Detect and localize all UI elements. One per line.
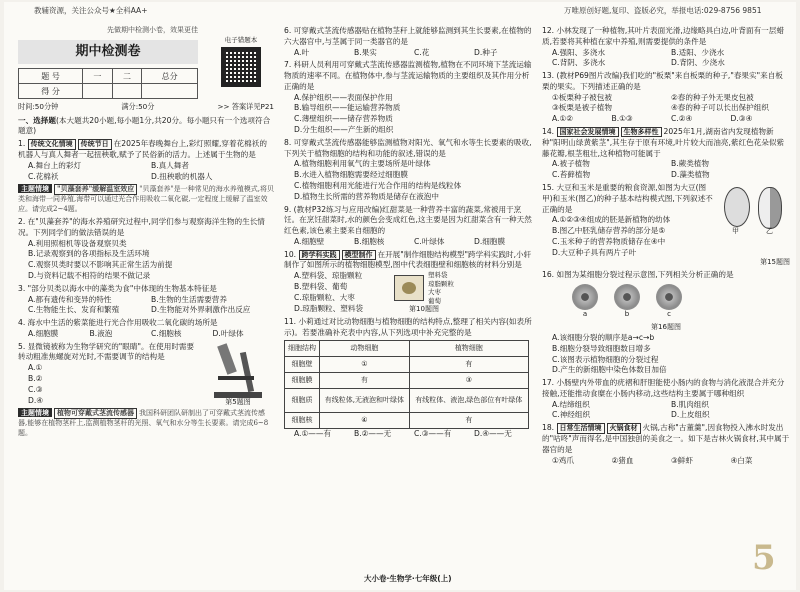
- option[interactable]: D.分生组织——产生新的组织: [294, 125, 394, 135]
- table-header: 动物细胞: [320, 341, 410, 357]
- comparison-table: 细胞结构 动物细胞 植物细胞 细胞壁 ① 有 细胞膜 有 ③ 细胞质 有线粒体,无液泡和叶绿体 有线粒体、液泡,绿色部位有叶绿体 细胞核 ④ 有: [284, 340, 529, 429]
- option[interactable]: A.都有遗传和变异的特性: [28, 294, 112, 304]
- header-right-text: 万唯原创好题,复印、盗版必究，举报电话:029-8756 9851: [564, 6, 762, 15]
- header-left-text: 教辅资源，关注公众号★全科AA+: [34, 6, 148, 15]
- option[interactable]: C.细胞核: [151, 328, 182, 338]
- question-1: 1. 传统文化情境 传统节日 在2025年春晚舞台上,彩灯照耀,穿着花棉袄的机器人与真人舞者一起扭秧歌,赋予了民俗新的活力。上述属于生物的是 A.舞台上的彩灯 B.真人舞者 C.花棉袄 D.扭秧歌的机器人: [18, 139, 274, 182]
- option[interactable]: B.液泡: [89, 328, 113, 338]
- option[interactable]: C.③——有: [414, 429, 452, 439]
- page-footer: 大小卷·生物学·七年级(上): [364, 574, 452, 583]
- exam-banner: 先做期中检测小卷，效果更佳: [107, 26, 198, 34]
- option[interactable]: B.①③: [611, 114, 633, 124]
- cell-model-figure: [394, 271, 454, 315]
- question-13: 13. (教材P69图片改编)我们吃的"板栗"来自板栗的种子,"春果实"来自板栗的果实。下列描述正确的是 ①板栗种子被包被 ②春的种子外无果皮包被 ③板栗是被子植物 ④春的种子可以长出保护组织 A.①② B.①③ C.②④ D.③④: [542, 71, 790, 125]
- option[interactable]: D.④: [28, 395, 44, 405]
- cell-model-icon: [394, 275, 424, 301]
- figure-caption: 第15题图: [760, 258, 790, 267]
- option[interactable]: B.输导组织——能运输营养物质: [294, 103, 401, 113]
- question-12: 12. 小林发现了一种植物,其叶片表面光滑,边缘略具白边,叶背面有一层蜡质,若要将其种植在家中养殖,则需要提供的条件是 A.强阳、多浇水 B.适阳、少浇水 C.背阴、多浇水 D.背阴、少浇水: [542, 26, 790, 69]
- time-label: 时间:50分钟: [18, 102, 59, 112]
- question-14: 14. 国家社会发展情境 生物多样性 2025年1月,湖南省内发现植物新种"阳明山绿黄紫茎",其生存于原有环境,叶片较大而油亮,紫红色花朵似紫藤花瓣,根茎粗壮,这种植物可能属于 A.被子植物 B.蕨类植物 C.苔藓植物 D.藻类植物: [542, 127, 790, 181]
- question-17: 17. 小肠壁内外带血的疣褶和肝胆能使小肠内的食物与消化液混合并充分接触,还能推动食糜在小肠内移动,这些结构主要属于哪种组织 A.结缔组织 B.肌肉组织 C.神经组织 D.上皮组织: [542, 378, 790, 421]
- option[interactable]: D.扭秧歌的机器人: [151, 171, 213, 181]
- question-2: 2. 在"贝藻套养"的海水养殖研究过程中,同学们参与观察海洋生物的生长情况。下列同学们的做法错误的是 A.利用照相机等设备观察贝类 B.记录观察到的各项指标及生活环境 C.观察贝类时要以不影响其正常生活为前提 D.与资料记载不相符的结果不做记录: [18, 217, 274, 282]
- option[interactable]: C.该图表示植物细胞的分裂过程: [552, 354, 659, 364]
- seed-figure: 甲 乙: [720, 183, 790, 239]
- option[interactable]: D.大豆种子具有两片子叶: [552, 247, 637, 257]
- option[interactable]: C.③: [28, 384, 43, 394]
- option[interactable]: B.果实: [354, 47, 377, 57]
- option[interactable]: C.玉米种子的营养物质储存在④中: [552, 236, 666, 246]
- option[interactable]: B.②: [28, 374, 43, 384]
- option[interactable]: C.琼脂颗粒、大枣: [294, 292, 355, 302]
- option[interactable]: B.生物的生活需要营养: [151, 294, 227, 304]
- option[interactable]: B.记录观察到的各项指标及生活环境: [28, 249, 150, 259]
- option[interactable]: A.①②③④组成的胚是新植物的幼体: [552, 215, 671, 225]
- option[interactable]: B.适阳、少浇水: [671, 47, 725, 57]
- option[interactable]: A.结缔组织: [552, 399, 590, 409]
- option[interactable]: C.花: [414, 47, 430, 57]
- option[interactable]: A.叶: [294, 47, 310, 57]
- column-2: [284, 26, 534, 442]
- option[interactable]: A.利用照相机等设备观察贝类: [28, 238, 127, 248]
- option[interactable]: C.生物能生长、发育和繁殖: [28, 305, 120, 315]
- score-cell: 总分: [142, 69, 198, 84]
- score-cell: 题 号: [19, 69, 83, 84]
- figure-caption: 第5题图: [225, 397, 251, 406]
- qr-code-icon[interactable]: [221, 47, 261, 87]
- score-cell: 得 分: [19, 84, 83, 99]
- figure-caption: 第16题图: [651, 323, 681, 332]
- cell-division-figure: a b c: [542, 284, 790, 320]
- microscope-figure: [202, 342, 274, 408]
- score-table: [18, 68, 198, 99]
- option[interactable]: C.观察贝类时要以不影响其正常生活为前提: [28, 260, 173, 270]
- option[interactable]: D.叶绿体: [212, 328, 244, 338]
- question-6: 6. 可穿戴式茎流传感器贴在植物茎秆上就能够监测到其生长要素,在植物的六大器官中,与茎属于同一类器官的是 A.叶 B.果实 C.花 D.种子: [284, 26, 534, 58]
- option[interactable]: D.植物生长所需的营养物质是储存在液泡中: [294, 191, 439, 201]
- table-header: 细胞结构: [285, 341, 320, 357]
- option[interactable]: B.真人舞者: [151, 160, 189, 170]
- option[interactable]: B.肌肉组织: [671, 399, 709, 409]
- option[interactable]: C.植物细胞利用光能进行光合作用的结构是线粒体: [294, 180, 462, 190]
- q1-tag-topic: 传统节日: [78, 139, 112, 149]
- qr-label: 电子错题本: [224, 36, 258, 44]
- option[interactable]: A.①: [28, 363, 43, 373]
- cell-icon: [656, 284, 682, 310]
- option[interactable]: B.②——无: [354, 429, 392, 439]
- option[interactable]: ①鸡爪: [552, 455, 574, 465]
- column-1: [18, 26, 274, 441]
- exam-meta: [18, 102, 274, 112]
- question-8: 8. 可穿戴式茎流传感器能够监测植物对阳光、氧气和水等生长要素的吸收,下列关于植物细胞的结构和功能的叙述,错误的是 A.植物细胞利用氧气的主要场所是叶绿体 B.水进入植物细胞需要经过细胞膜 C.植物细胞利用光能进行光合作用的结构是线粒体 D.植物生长所需的营养物质是储存在液泡中: [284, 138, 534, 203]
- question-4: 4. 海水中生活的紫菜能进行光合作用吸收二氧化碳的场所是 A.细胞膜 B.液泡 C.细胞核 D.叶绿体: [18, 318, 274, 340]
- table-header: 植物细胞: [409, 341, 528, 357]
- option[interactable]: A.细胞膜: [28, 328, 59, 338]
- section-heading: 一、选择题(本大题共20小题,每小题1分,共20分。每小题只有一个选项符合题意): [18, 115, 271, 136]
- question-5: 第5题图 5. 显微镜被称为生物学研究的"眼睛"。在使用时需要转动粗准焦螺旋对光时,不需要调节的结构是 A.① B.② C.③ D.④: [18, 342, 274, 407]
- option[interactable]: A.强阳、多浇水: [552, 47, 606, 57]
- option[interactable]: ②猪血: [611, 455, 634, 465]
- option[interactable]: D.④——无: [474, 429, 512, 439]
- option[interactable]: A.该细胞分裂的顺序是a→c→b: [552, 333, 655, 342]
- option[interactable]: A.舞台上的彩灯: [28, 160, 82, 170]
- q1-tag-context: 传统文化情境: [28, 139, 76, 149]
- question-15: 甲 乙 15. 大豆和玉米是重要的粮食资源,如图为大豆(图甲)和玉米(图乙)的种子基本结构模式图,下列叙述不正确的是 A.①②③④组成的胚是新植物的幼体 B.图乙中胚乳储存营养的部分是⑤ C.玉米种子的营养物质储存在④中 D.大豆种子具有两片子叶 第15题图: [542, 182, 790, 267]
- score-cell: 二: [112, 69, 142, 84]
- option[interactable]: C.背阴、多浇水: [552, 58, 606, 68]
- option[interactable]: A.塑料袋、琼脂颗粒: [294, 271, 363, 281]
- option[interactable]: ④白菜: [730, 455, 753, 465]
- option[interactable]: A.植物细胞利用氧气的主要场所是叶绿体: [294, 159, 431, 169]
- option[interactable]: D.琼脂颗粒、塑料袋: [294, 303, 364, 313]
- question-3: 3. "部分贝类以海水中的藻类为食"中体现的生物基本特征是 A.都有遗传和变异的特性 B.生物的生活需要营养 C.生物能生长、发育和繁殖 D.生物能对外界刺激作出反应: [18, 284, 274, 316]
- score-label: 满分:50分: [121, 102, 155, 112]
- option[interactable]: A.①②: [552, 114, 574, 124]
- model-labels: 塑料袋 琼脂颗粒 大枣 葡萄: [428, 271, 454, 305]
- cell-icon: [572, 284, 598, 310]
- qr-block: [213, 36, 269, 89]
- exam-title: 期中检测卷: [18, 40, 198, 64]
- score-cell[interactable]: [112, 84, 142, 99]
- option[interactable]: C.神经组织: [552, 410, 591, 420]
- option[interactable]: B.塑料袋、葡萄: [294, 281, 348, 291]
- option[interactable]: D.种子: [474, 47, 498, 57]
- theme-2: 主题情境 植物可穿戴式茎流传感器 我国科研团队研制出了可穿戴式茎流传感器,能够在植物茎秆上,监测植物茎秆的光照、氧气和水分等生长要素。请完成6~8题。: [18, 408, 269, 438]
- option[interactable]: A.①——有: [294, 429, 332, 439]
- option[interactable]: B.细胞核: [354, 236, 385, 246]
- option[interactable]: D.细胞膜: [474, 236, 506, 246]
- question-11: 11. 小莉通过对比动物细胞与植物细胞的结构特点,整理了相关内容(如表所示)。若要准确补充表中内容,从下列选项中补充完整的是 细胞结构 动物细胞 植物细胞 细胞壁 ① 有 细胞膜 有 ③ 细胞质 有线粒体,无液泡和叶绿体 有线粒体、液泡,绿色部位有叶绿体 细胞核 ④ 有 A.①——有 B.②——无 C.③——有 D.④——无: [284, 317, 534, 440]
- score-cell[interactable]: [142, 84, 198, 99]
- question-16: 16. 如图为某细胞分裂过程示意图,下列相关分析正确的是 a b c 第16题图 A.该细胞分裂的顺序是a→c→b B.细胞分裂导致细胞数目增多 C.该图表示植物细胞的分裂过程 D.产生的新细胞中染色体数目加倍: [542, 270, 790, 376]
- option[interactable]: B.细胞分裂导致细胞数目增多: [552, 343, 651, 353]
- theme-1: 主题情境 "贝藻套养"缓解温室效应 "贝藻套养"是一种常见的海水养殖模式,将贝类和海带一同养殖,海带可以通过光合作用吸收二氧化碳,一定程度上缓解了温室效应。请完成2~4题。: [18, 184, 274, 214]
- exam-page: [4, 2, 796, 590]
- score-cell: 一: [83, 69, 113, 84]
- option[interactable]: C.叶绿体: [414, 236, 445, 246]
- option[interactable]: D.上皮组织: [671, 410, 710, 420]
- column-3: [542, 26, 790, 468]
- option[interactable]: C.苔藓植物: [552, 170, 591, 180]
- option[interactable]: D.藻类植物: [671, 170, 710, 180]
- option[interactable]: A.细胞壁: [294, 236, 325, 246]
- option[interactable]: B.蕨类植物: [671, 159, 709, 169]
- question-9: 9. (教材P32练习与应用改编)红甜菜是一种营养丰富的蔬菜,常被用于烹饪。在烹饪甜菜时,水的颜色会变成红色,这主要是因为红甜菜含有一种天然红色素,该色素主要来自细胞的 A.细胞壁 B.细胞核 C.叶绿体 D.细胞膜: [284, 205, 534, 248]
- question-7: 7. 科研人员利用可穿戴式茎流传感器监测植物,植物在不同环境下茎流运输物质的速率不同。在植物体中,参与茎流运输物质的主要组织及其作用分析正确的是 A.保护组织——表面保护作用 B.输导组织——能运输营养物质 C.薄壁组织——储存营养物质 D.分生组织——产生新的组织: [284, 60, 534, 135]
- option[interactable]: A.保护组织——表面保护作用: [294, 92, 393, 102]
- bean-seed-icon: [724, 187, 750, 227]
- option[interactable]: ③鲜虾: [671, 455, 693, 465]
- question-18: 18. 日常生活情境 火锅食材 火锅,古称"古董羹",因食物投入沸水时发出的"咕咚"声而得名,是中国独创的美食之一。如下是吉林火锅食材,其中属于器官的是 ①鸡爪 ②猪血 ③鲜虾 ④白菜: [542, 423, 790, 465]
- microscope-icon: [208, 342, 268, 398]
- option[interactable]: D.③④: [730, 114, 753, 124]
- question-10: 10. 跨学科实践 模型制作 在开展"制作细胞结构模型"跨学科实践时,小轩制作了如图所示的植物细胞模型,图中代表细胞壁和细胞核的材料分别是 A.塑料袋、琼脂颗粒 B.塑料袋、葡萄 C.琼脂颗粒、大枣 D.琼脂颗粒、塑料袋 塑料袋 琼脂颗粒 大枣 葡萄 第10题图: [284, 249, 532, 313]
- figure-caption: 第10题图: [409, 304, 439, 313]
- answer-label: >> 答案详见P21: [217, 102, 274, 112]
- score-cell[interactable]: [83, 84, 113, 99]
- corn-seed-icon: [758, 187, 782, 229]
- option[interactable]: C.薄壁组织——储存营养物质: [294, 114, 393, 124]
- option[interactable]: C.花棉袄: [28, 171, 59, 181]
- option[interactable]: D.产生的新细胞中染色体数目加倍: [552, 365, 667, 375]
- option[interactable]: D.生物能对外界刺激作出反应: [151, 305, 251, 315]
- option[interactable]: D.与资料记载不相符的结果不做记录: [28, 271, 151, 281]
- cell-icon: [614, 284, 640, 310]
- page-number: 5: [752, 538, 776, 578]
- option[interactable]: B.水进入植物细胞需要经过细胞膜: [294, 170, 408, 180]
- option[interactable]: C.②④: [671, 114, 693, 124]
- option[interactable]: D.背阴、少浇水: [671, 58, 725, 68]
- option[interactable]: A.被子植物: [552, 159, 590, 169]
- option[interactable]: B.图乙中胚乳储存营养的部分是⑤: [552, 226, 666, 236]
